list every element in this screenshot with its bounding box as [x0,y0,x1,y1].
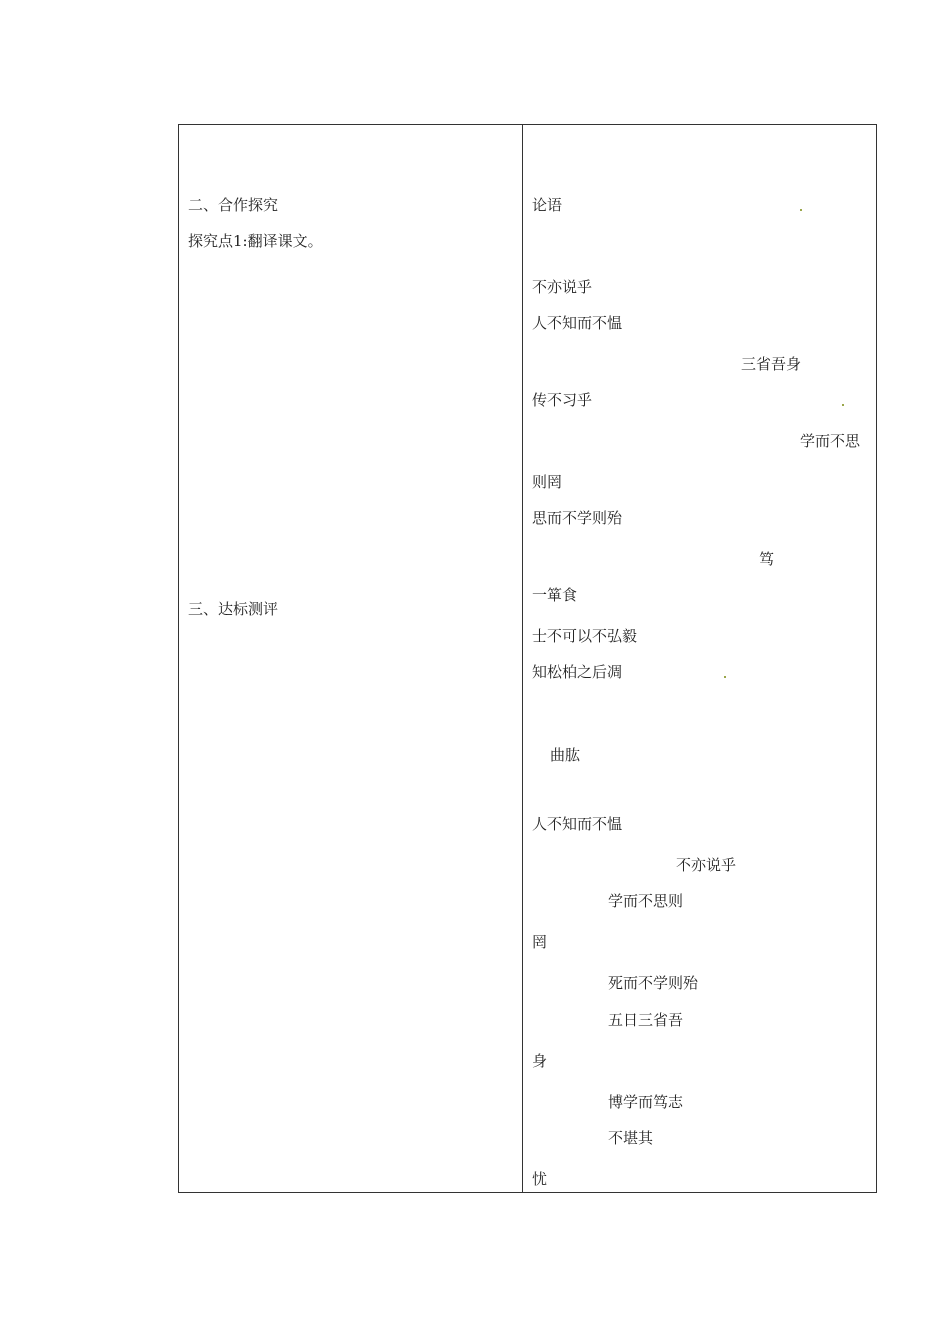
right-line: 忧 [532,1170,548,1188]
section-three-heading: 三、达标测评 [188,600,279,618]
right-line: 不亦说乎 [676,856,737,874]
right-line: 死而不学则殆 [608,974,699,992]
speck-mark [724,676,726,678]
right-line: 论语 [532,196,563,214]
right-line: 博学而笃志 [608,1093,684,1111]
right-line: 知松柏之后凋 [532,663,623,681]
right-line: 人不知而不愠 [532,815,623,833]
right-line: 士不可以不弘毅 [532,627,638,645]
right-line: 罔 [532,933,548,951]
right-line: 则罔 [532,473,563,491]
content-table [178,124,877,1193]
right-line: 不亦说乎 [532,278,593,296]
right-line: 传不习乎 [532,391,593,409]
right-line: 学而不思则 [608,892,684,910]
right-line: 三省吾身 [741,355,802,373]
section-two-heading: 二、合作探究 [188,196,279,214]
explore-point-label: 探究点1:翻译课文。 [188,232,323,250]
right-line: 不堪其 [608,1129,654,1147]
right-line: 五日三省吾 [608,1011,684,1029]
speck-mark [842,404,844,406]
right-line: 学而不思 [800,432,861,450]
speck-mark [800,209,802,211]
right-line: 身 [532,1052,548,1070]
column-divider [522,125,523,1192]
right-line: 笃 [759,550,775,568]
right-line: 曲肱 [550,746,581,764]
right-line: 一箪食 [532,586,578,604]
right-line: 人不知而不愠 [532,314,623,332]
right-line: 思而不学则殆 [532,509,623,527]
